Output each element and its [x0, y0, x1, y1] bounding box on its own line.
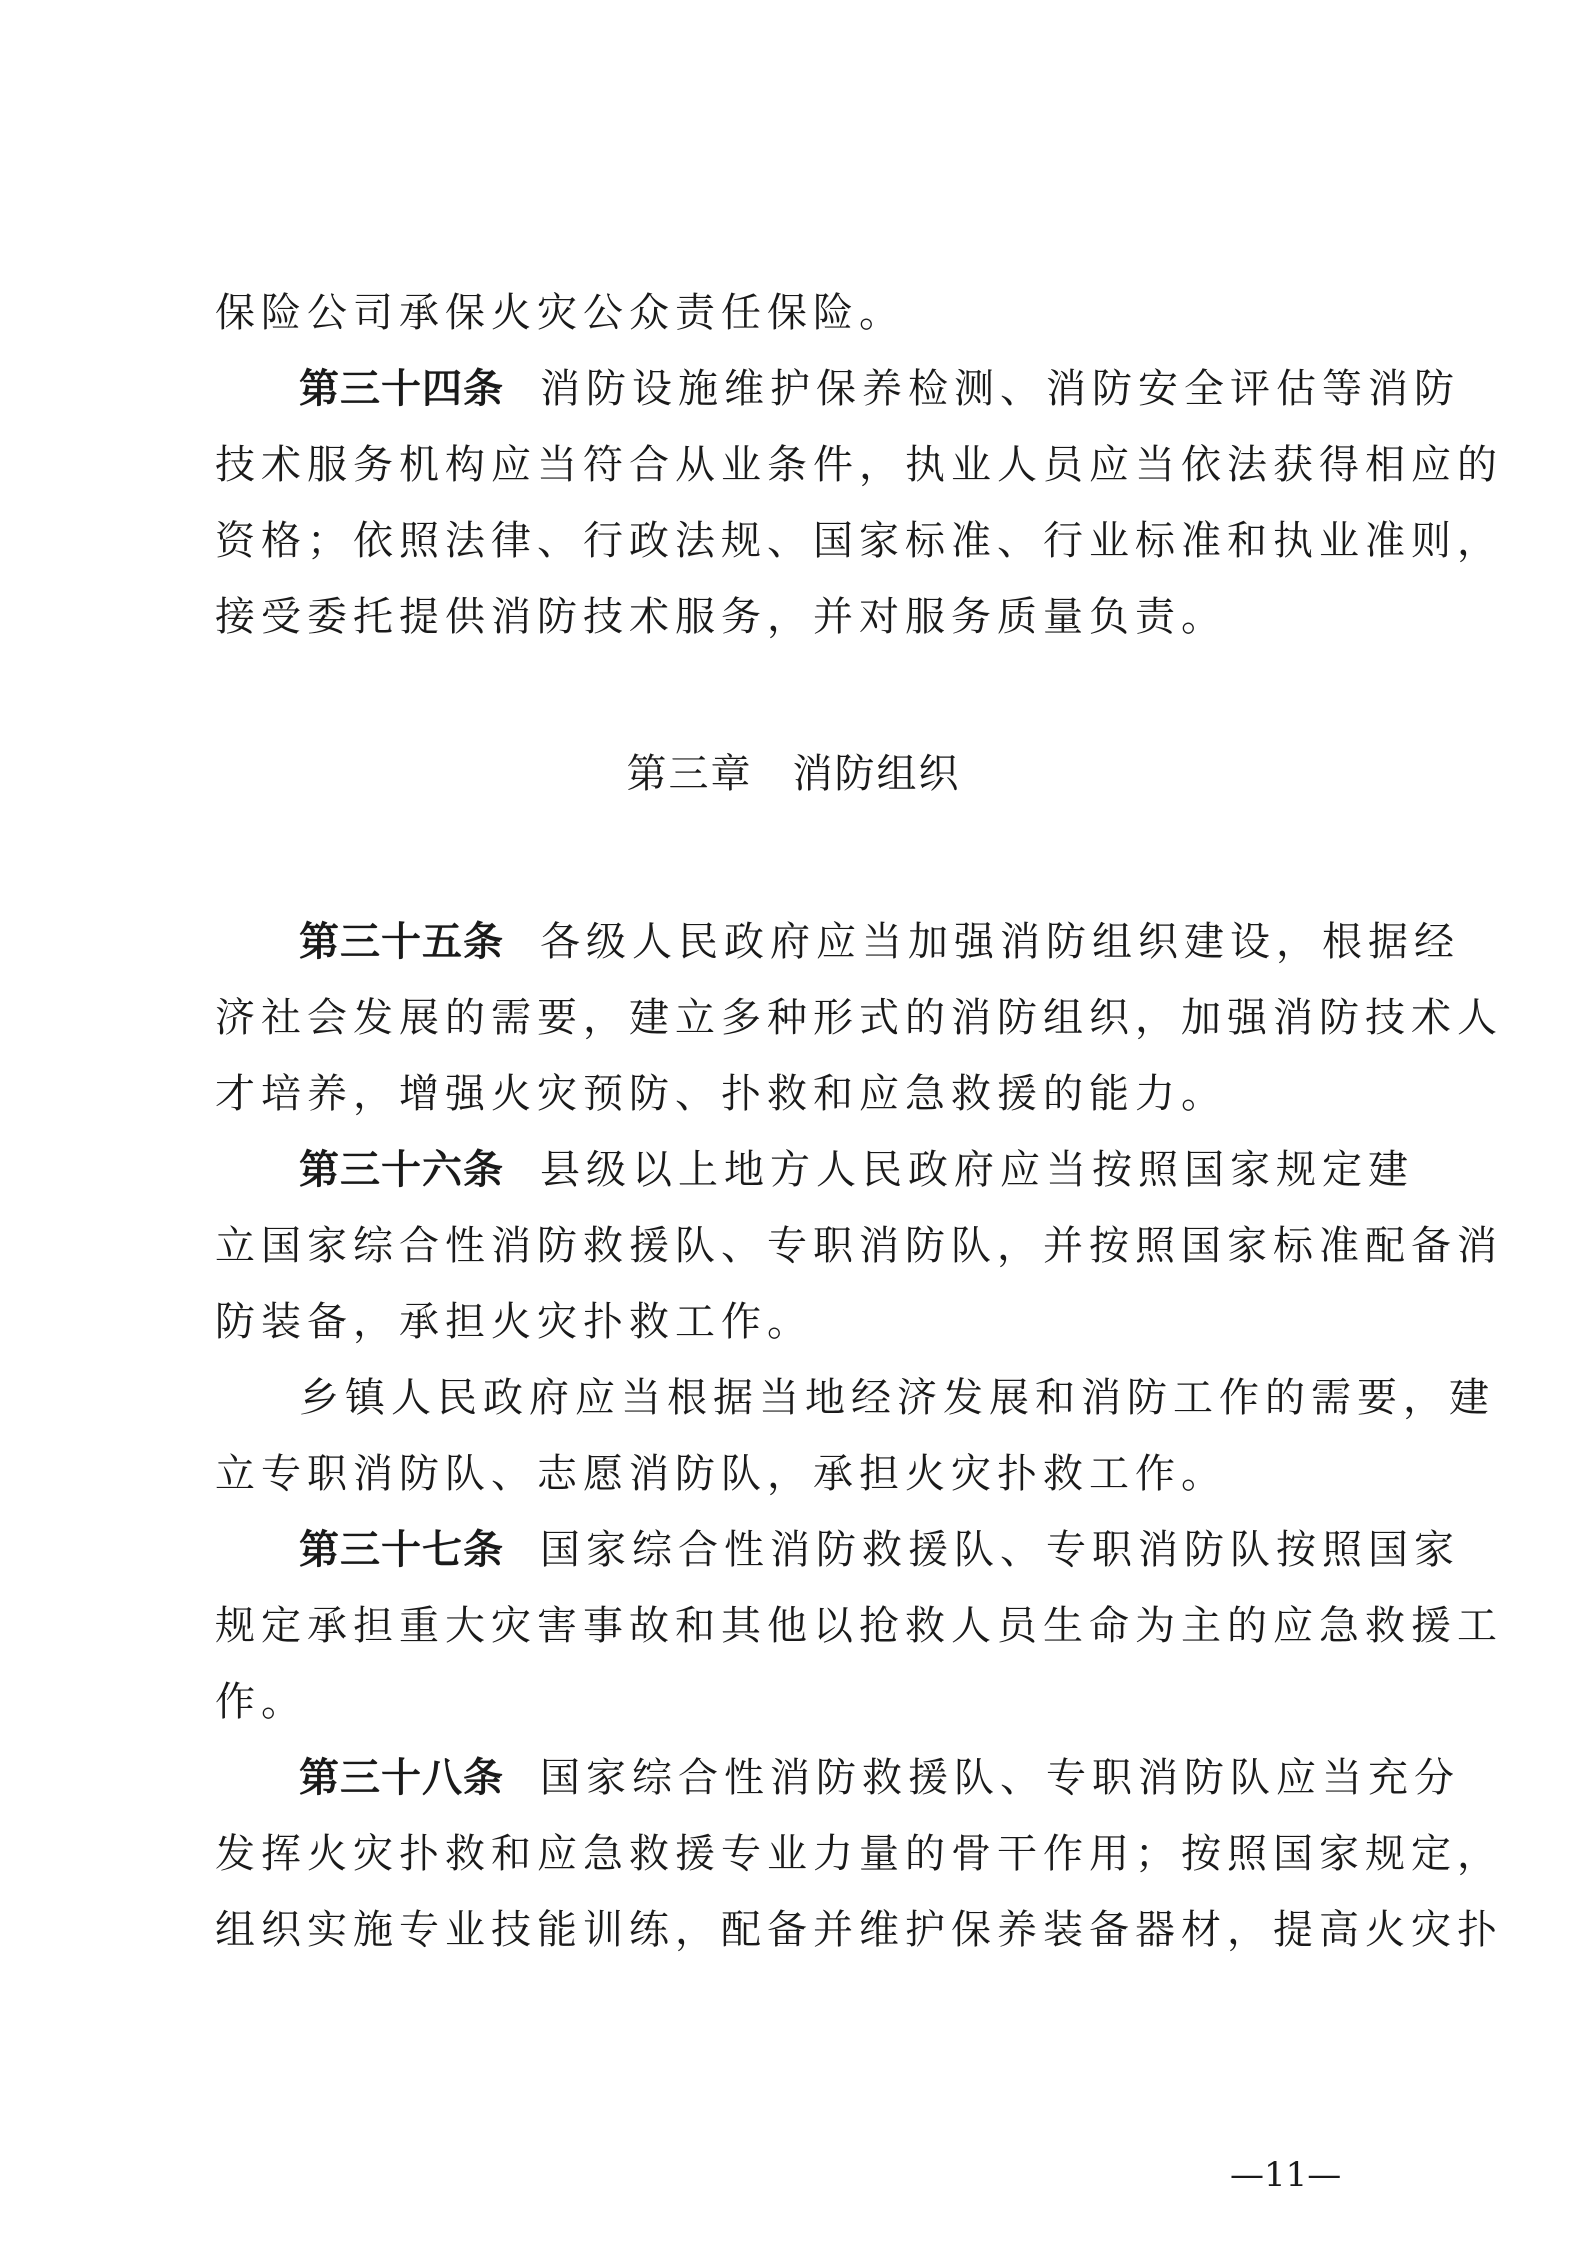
article-37-first-line	[215, 1512, 1460, 1588]
article-text: 消防设施维护保养检测、消防安全评估等消防	[540, 366, 1460, 412]
article-36-paragraph-line: 乡镇人民政府应当根据当地经济发展和消防工作的需要，建	[299, 1375, 1495, 1421]
article-34-line: 资格；依照法律、行政法规、国家标准、行业标准和执业准则，	[215, 518, 1503, 564]
page-number: —11—	[1230, 2155, 1342, 2195]
article-text: 国家综合性消防救援队、专职消防队应当充分	[540, 1755, 1460, 1801]
article-35-line: 才培养，增强火灾预防、扑救和应急救援的能力。	[215, 1071, 1227, 1117]
article-36-line: 立国家综合性消防救援队、专职消防队，并按照国家标准配备消	[215, 1223, 1503, 1269]
chapter-number: 第三章	[626, 751, 753, 797]
article-34-line: 技术服务机构应当符合从业条件，执业人员应当依法获得相应的	[215, 442, 1503, 488]
article-37-line: 规定承担重大灾害事故和其他以抢救人员生命为主的应急救援工	[215, 1603, 1503, 1649]
article-block-35-38	[215, 904, 1503, 1968]
article-text: 县级以上地方人民政府应当按照国家规定建	[540, 1147, 1414, 1193]
article-38-first-line	[215, 1740, 1460, 1816]
article-38-line: 发挥火灾扑救和应急救援专业力量的骨干作用；按照国家规定，	[215, 1831, 1503, 1877]
article-number: 第三十八条	[299, 1755, 504, 1801]
article-text: 各级人民政府应当加强消防组织建设，根据经	[540, 919, 1460, 965]
article-35-first-line	[215, 904, 1460, 980]
article-34-first-line	[215, 351, 1460, 427]
article-block-34	[215, 275, 1503, 655]
continuation-line: 保险公司承保火灾公众责任保险。	[215, 290, 905, 336]
chapter-heading	[0, 742, 1587, 799]
article-36-paragraph-line: 立专职消防队、志愿消防队，承担火灾扑救工作。	[215, 1451, 1227, 1497]
article-37-line: 作。	[215, 1679, 307, 1725]
article-number: 第三十六条	[299, 1147, 504, 1193]
article-text: 国家综合性消防救援队、专职消防队按照国家	[540, 1527, 1460, 1573]
chapter-title: 消防组织	[792, 751, 961, 797]
article-number: 第三十四条	[299, 366, 504, 412]
article-number: 第三十五条	[299, 919, 504, 965]
article-36-line: 防装备，承担火灾扑救工作。	[215, 1299, 813, 1345]
article-34-line: 接受委托提供消防技术服务，并对服务质量负责。	[215, 594, 1227, 640]
article-35-line: 济社会发展的需要，建立多种形式的消防组织，加强消防技术人	[215, 995, 1503, 1041]
article-36-first-line	[215, 1132, 1414, 1208]
article-38-line: 组织实施专业技能训练，配备并维护保养装备器材，提高火灾扑	[215, 1907, 1503, 1953]
article-number: 第三十七条	[299, 1527, 504, 1573]
